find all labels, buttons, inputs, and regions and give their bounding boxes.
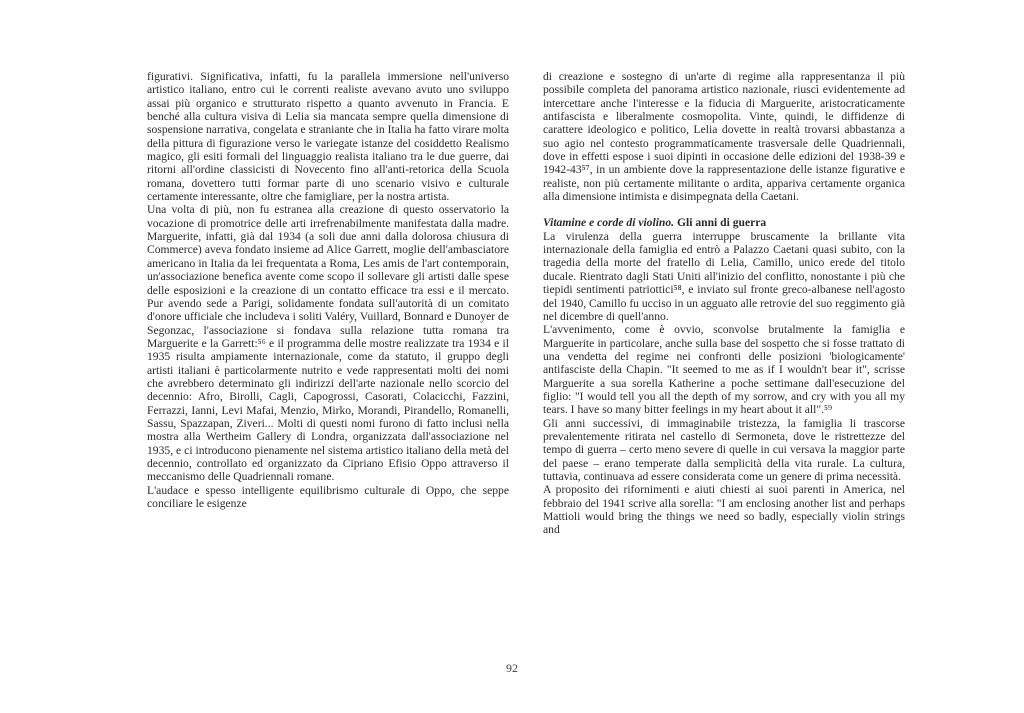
section-heading bbox=[543, 216, 905, 229]
body-paragraph: di creazione e sostegno di un'arte di regime alla rappresentanza il più possibile completa del panorama artistico nazionale, riuscì evidentemente ad intercettare anche l'interesse e la fiducia di Marguerite, aristocraticamente antifascista e liberalmente cosmopolita. Vinte, quindi, le diffidenze di carattere ideologico e politico, Lelia dovette in realtà trovarsi abbastanza a suo agio nel contesto programmaticamente trasversale delle Quadriennali, dove in effetti espose i suoi dipinti in occasione delle edizioni del 1938-39 e 1942-43⁵⁷, in un ambiente dove la rappresentazione delle istanze figurative e realiste, non più certamente militante o ardita, appariva certamente organica alla dimensione intimista e disimpegnata della Caetani. bbox=[543, 70, 905, 204]
section-heading-italic: Vitamine e corde di violino. bbox=[543, 216, 675, 230]
body-paragraph: figurativi. Significativa, infatti, fu la parallela immersione nell'universo artistico italiano, entro cui le correnti realiste avevano avuto uno sviluppo assai più organico e strutturato rispetto a quanto avvenuto in Francia. E benché alla cultura visiva di Lelia sia mancata sempre quella dimensione di sospensione narrativa, congelata e straniante che in Italia ha fatto virare molta della pittura di figurazione verso le variegate istanze del cosiddetto Realismo magico, gli esiti formali del linguaggio realista italiano tra le due guerre, dai ritorni all'ordine classicisti di Novecento fino all'anti-retorica della Scuola romana, dovettero tutti formar parte di uno scenario visivo e culturale certamente interessante, oltre che famigliare, per la nostra artista. bbox=[147, 70, 509, 204]
page-number: 92 bbox=[506, 661, 518, 675]
left-text-column bbox=[147, 70, 509, 510]
body-paragraph: L'avvenimento, come è ovvio, sconvolse brutalmente la famiglia e Marguerite in particolare, anche sulla base del sospetto che si fosse trattato di una vendetta del regime nei confronti delle posizioni 'biologicamente' antifasciste della Chapin. "It seemed to me as if I wouldn't bear it", scrisse Marguerite a sua sorella Katherine a poche settimane dall'esecuzione del figlio: "I would tell you all the depth of my sorrow, and cry with you all my tears. I have so many bitter feelings in my heart about it all".⁵⁹ bbox=[543, 323, 905, 417]
body-paragraph: Una volta di più, non fu estranea alla creazione di questo osservatorio la vocazione di promotrice delle arti irrefrenabilmente manifestata dalla madre. Marguerite, infatti, già dal 1934 (a soli due anni dalla dolorosa chiusura di Commerce) aveva fondato insieme ad Alice Garrett, moglie dell'ambasciatore americano in Italia da lei frequentata a Roma, Les amis de l'art contemporain, un'associazione benefica avente come scopo il sollevare gli artisti dalle spese delle esposizioni e la creazione di un contatto efficace tra essi e il mercato. Pur avendo sede a Parigi, solidamente fondata sull'autorità di un comitato d'onore ufficiale che includeva i soliti Valéry, Vuillard, Bonnard e Dunoyer de Segonzac, l'associazione si fondava sulla relazione tutta romana tra Marguerite e la Garrett:⁵⁶ e il programma delle mostre realizzate tra 1934 e il 1935 risulta ampiamente internazionale, come da statuto, il gruppo degli artisti italiani è particolarmente nutrito e vede rappresentati molti dei nomi che avrebbero determinato gli indirizzi dell'arte nazionale nello scorcio del decennio: Afro, Birolli, Cagli, Capogrossi, Casorati, Colacicchi, Fazzini, Ferrazzi, Ianni, Levi Mafai, Menzio, Mirko, Morandi, Pirandello, Romanelli, Sassu, Spazzapan, Ziveri... Molti di questi nomi furono di fatto inclusi nella mostra alla Wertheim Gallery di Londra, organizzata dall'associazione nel 1935, e ci introducono pienamente nel sistema artistico italiano della metà del decennio, controllato ed organizzato da Cipriano Efisio Oppo attraverso il meccanismo delle Quadriennali romane. bbox=[147, 203, 509, 484]
body-paragraph: L'audace e spesso intelligente equilibrismo culturale di Oppo, che seppe conciliare le esigenze bbox=[147, 483, 509, 510]
section-heading-roman: Gli anni di guerra bbox=[674, 216, 767, 230]
body-paragraph: A proposito dei rifornimenti e aiuti chiesti ai suoi parenti in America, nel febbraio del 1941 scrive alla sorella: "I am enclosing another list and perhaps Mattioli would bring the things we need so badly, especially violin strings and bbox=[543, 483, 905, 537]
body-paragraph: Gli anni successivi, di immaginabile tristezza, la famiglia li trascorse prevalentemente ritirata nel castello di Sermoneta, dove le ristrettezze del tempo di guerra – certo meno severe di quelle in cui versava la maggior parte del paese – erano temperate dalla semplicità della vita rurale. La cultura, tuttavia, continuava ad essere considerata come un genere di prima necessità. bbox=[543, 416, 905, 483]
right-text-column bbox=[543, 70, 905, 537]
body-paragraph: La virulenza della guerra interruppe bruscamente la brillante vita internazionale della famiglia ed entrò a Palazzo Caetani quasi subito, con la tragedia della morte del fratello di Lelia, Camillo, unico erede del titolo ducale. Rientrato dagli Stati Uniti all'inizio del conflitto, nonostante i più che tiepidi sentimenti patriottici⁵⁸, e inviato sul fronte greco-albanese nell'agosto del 1940, Camillo fu ucciso in un agguato alle retrovie del suo reggimento già nel dicembre di quell'anno. bbox=[543, 229, 905, 323]
